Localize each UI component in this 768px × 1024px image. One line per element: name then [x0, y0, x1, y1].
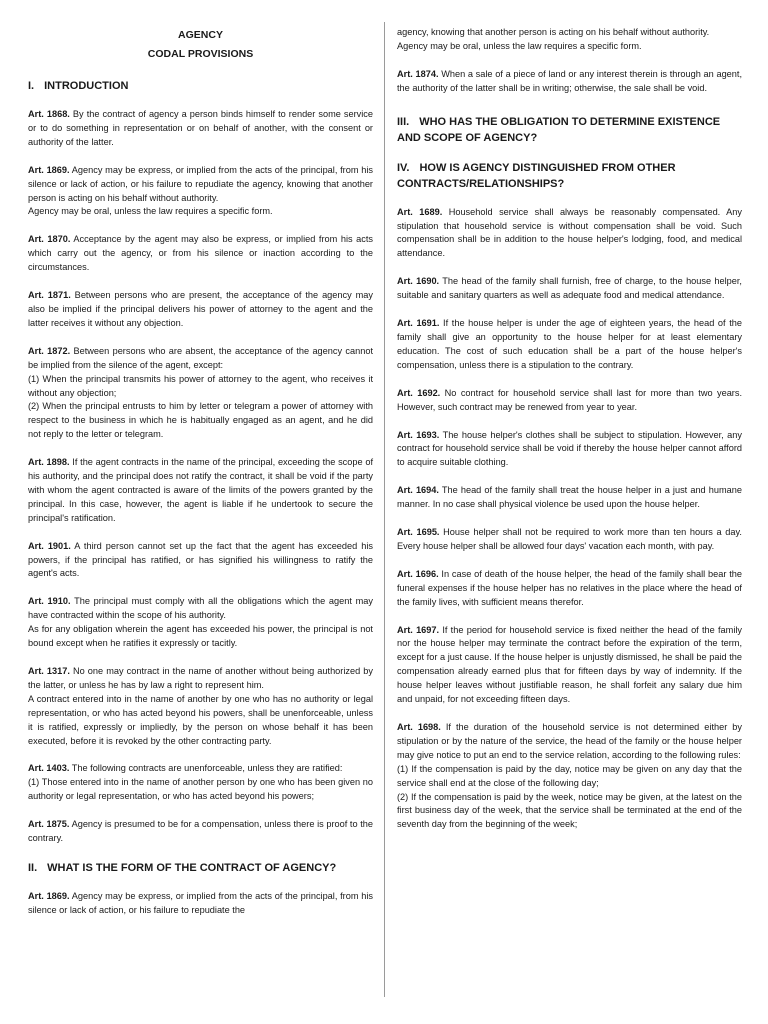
- article-number: Art. 1403.: [28, 763, 70, 774]
- article-1874: [397, 68, 742, 96]
- article-1693: [397, 429, 742, 471]
- article-1869-continuation: Agency may be oral, unless the law requires a specific form.: [28, 206, 273, 217]
- article-text: Agency may be express, or implied from the acts of the principal, from his silence or lack of action, or his failure to repudiate the: [28, 890, 373, 915]
- article-1869: [28, 164, 373, 206]
- article-1869-repeat: [28, 890, 373, 918]
- article-number: Art. 1869.: [28, 890, 70, 901]
- article-text: Agency may be express, or implied from the acts of the principal, from his silence or lack of action, or his failure to repudiate the agency, knowing that another person is acting on his behalf without authority.: [28, 164, 373, 203]
- article-1692: [397, 387, 742, 415]
- page-subtitle: CODAL PROVISIONS: [147, 48, 254, 60]
- article-number: Art. 1695.: [397, 527, 440, 538]
- article-number: Art. 1697.: [397, 624, 440, 635]
- article-text: The following contracts are unenforceable, unless they are ratified:: [69, 763, 343, 774]
- article-1403-item-1: (1) Those entered into in the name of another person by one who has been given no authority or legal representation, or who has acted beyond his powers;: [28, 777, 373, 802]
- article-text: By the contract of agency a person binds himself to render some service or to do something in representation or on behalf of another, with the consent or authority of the latter.: [28, 109, 374, 147]
- article-text: Between persons who are absent, the acceptance of the agency cannot be implied from the silence of the agent, except:: [28, 345, 373, 370]
- article-number: Art. 1696.: [397, 568, 439, 579]
- article-number: Art. 1691.: [397, 318, 440, 329]
- article-text: Household service shall always be reasonably compensated. Any stipulation that household service is without compensation shall be void. Such compensation shall be in addition to the house helper's lodging, food, and medical attendance.: [397, 206, 742, 259]
- article-number: Art. 1868.: [28, 109, 70, 119]
- article-1910: [28, 595, 373, 623]
- article-number: Art. 1698.: [397, 722, 441, 732]
- column-divider: [384, 22, 385, 997]
- left-column: [28, 26, 373, 918]
- article-1403: [28, 762, 373, 776]
- article-1698: [397, 721, 742, 763]
- article-1696: [397, 568, 742, 610]
- article-1868: [28, 108, 373, 150]
- article-number: Art. 1689.: [397, 206, 443, 217]
- article-number: Art. 1869.: [28, 164, 70, 175]
- section-number: II.: [28, 861, 38, 874]
- article-number: Art. 1872.: [28, 345, 71, 356]
- article-number: Art. 1875.: [28, 819, 70, 830]
- article-text: If the house helper is under the age of eighteen years, the head of the family shall give an opportunity to the house helper for at least elementary education. The cost of such education shall be a part of the house helper's compensation, unless there is a stipulation to the contrary.: [397, 318, 742, 370]
- article-text: The head of the family shall furnish, free of charge, to the house helper, suitable and sanitary quarters as well as adequate food and medical attendance.: [397, 276, 742, 301]
- article-number: Art. 1317.: [28, 666, 70, 676]
- article-1871: [28, 289, 373, 331]
- section-number: I.: [28, 80, 35, 92]
- article-text: A third person cannot set up the fact that the agent has exceeded his powers, if the principal has ratified, or has signified his willingness to ratify the agent's acts.: [28, 540, 373, 579]
- article-1872-item-1: (1) When the principal transmits his power of attorney to the agent, who receives it without any objection;: [28, 373, 373, 398]
- article-number: Art. 1910.: [28, 596, 71, 607]
- page-title: AGENCY: [178, 29, 223, 41]
- article-1870: [28, 233, 373, 275]
- article-text: No contract for household service shall last for more than two years. However, such contract may be renewed from year to year.: [397, 387, 743, 412]
- section-title: INTRODUCTION: [44, 80, 129, 92]
- article-text: House helper shall not be required to work more than ten hours a day. Every house helper shall be allowed four days' vacation each month, with pay.: [397, 527, 742, 551]
- article-text: If the agent contracts in the name of the principal, exceeding the scope of his authority, and the principal does not ratify the contract, it shall be void if the party with whom the agent contracted is aware of the limits of the powers granted by the principal. In this case, however, the agent is liable if he undertook to secure the principal's ratification.: [28, 457, 373, 523]
- article-number: Art. 1692.: [397, 387, 441, 398]
- article-1317: [28, 665, 373, 693]
- article-number: Art. 1870.: [28, 234, 71, 245]
- article-text: When a sale of a piece of land or any interest therein is through an agent, the authority of the latter shall be in writing; otherwise, the sale shall be void.: [397, 68, 742, 93]
- section-number: IV.: [397, 161, 410, 174]
- article-1898: [28, 456, 373, 526]
- article-1689: [397, 206, 742, 262]
- article-1869-oral: Agency may be oral, unless the law requires a specific form.: [397, 40, 642, 51]
- article-1697: [397, 624, 742, 707]
- article-text: In case of death of the house helper, the head of the family shall bear the funeral expenses if the house helper has no relatives in the place where the head of the family lives, with sufficient means therefor.: [397, 568, 742, 607]
- article-text: Acceptance by the agent may also be express, or implied from his acts which carry out the agency, or from his silence or inaction according to the circumstances.: [28, 234, 373, 273]
- article-number: Art. 1871.: [28, 290, 71, 301]
- section-title: HOW IS AGENCY DISTINGUISHED FROM OTHER CONTRACTS/RELATIONSHIPS?: [397, 161, 676, 190]
- section-title: WHO HAS THE OBLIGATION TO DETERMINE EXISTENCE AND SCOPE OF AGENCY?: [397, 115, 721, 144]
- article-text: No one may contract in the name of another without being authorized by the latter, or unless he has by law a right to represent him.: [28, 666, 373, 690]
- article-1910-continuation: As for any obligation wherein the agent has exceeded his power, the principal is not bound except when he ratifies it expressly or tacitly.: [28, 624, 373, 649]
- article-1875: [28, 818, 373, 846]
- article-1690: [397, 275, 742, 303]
- article-text: Between persons who are present, the acceptance of the agency may also be implied if the principal delivers his power of attorney to the agent and the latter receives it without any objection.: [28, 290, 373, 328]
- section-title: WHAT IS THE FORM OF THE CONTRACT OF AGENCY?: [47, 861, 337, 874]
- section-heading-distinguished: [397, 160, 742, 192]
- section-heading-form: [28, 860, 373, 876]
- article-1698-rule-1: (1) If the compensation is paid by the day, notice may be given on any day that the service shall end at the close of the following day;: [397, 763, 742, 788]
- article-number: Art. 1874.: [397, 68, 439, 79]
- article-1691: [397, 317, 742, 373]
- article-text: If the duration of the household service is not determined either by stipulation or by the nature of the service, the head of the family or the house helper may give notice to put an end to the service relation, according to the following rules:: [397, 722, 742, 760]
- article-1872: [28, 345, 373, 373]
- article-1317-continuation: A contract entered into in the name of another by one who has no authority or legal representation, or who has acted beyond his powers, shall be unenforceable, unless it is ratified, expressly or impliedly, by the person on whose behalf it has been executed, before it is revoked by the other contracting party.: [28, 693, 373, 746]
- article-1694: [397, 484, 742, 512]
- section-heading-obligation: [397, 114, 742, 146]
- article-1869-continued: agency, knowing that another person is acting on his behalf without authority.: [397, 27, 710, 37]
- article-1695: [397, 526, 742, 554]
- article-1698-rule-2: (2) If the compensation is paid by the week, notice may be given, at the latest on the first business day of the week, that the service shall be terminated at the end of the seventh day from the beginning of the week;: [397, 791, 742, 830]
- article-1872-item-2: (2) When the principal entrusts to him by letter or telegram a power of attorney with respect to the business in which he is habitually engaged as an agent, and he did not reply to the letter or telegram.: [28, 401, 373, 440]
- section-number: III.: [397, 115, 410, 128]
- article-number: Art. 1694.: [397, 485, 439, 496]
- article-text: The principal must comply with all the obligations which the agent may have contracted within the scope of his authority.: [28, 596, 373, 621]
- article-number: Art. 1693.: [397, 429, 440, 440]
- section-heading-introduction: [28, 78, 373, 94]
- article-text: If the period for household service is fixed neither the head of the family nor the house helper may terminate the contract before the expiration of the term, except for a just cause. If the house helper is unjustly dismissed, he shall be paid the compensation already earned plus that for fifteen days by way of indemnity. If the house helper leaves without justifiable reason, he shall forfeit any salary due him and unpaid, for not exceeding fifteen days.: [397, 624, 742, 705]
- article-1901: [28, 540, 373, 582]
- right-column: [397, 26, 742, 832]
- article-text: The house helper's clothes shall be subject to stipulation. However, any contract for household service shall be void if thereby the house helper cannot afford to acquire suitable clothing.: [397, 429, 742, 468]
- article-number: Art. 1901.: [28, 540, 71, 551]
- article-number: Art. 1690.: [397, 276, 440, 287]
- article-text: Agency is presumed to be for a compensation, unless there is proof to the contrary.: [28, 819, 373, 844]
- article-text: The head of the family shall treat the house helper in a just and humane manner. In no case shall physical violence be used upon the house helper.: [397, 485, 742, 510]
- article-number: Art. 1898.: [28, 457, 70, 468]
